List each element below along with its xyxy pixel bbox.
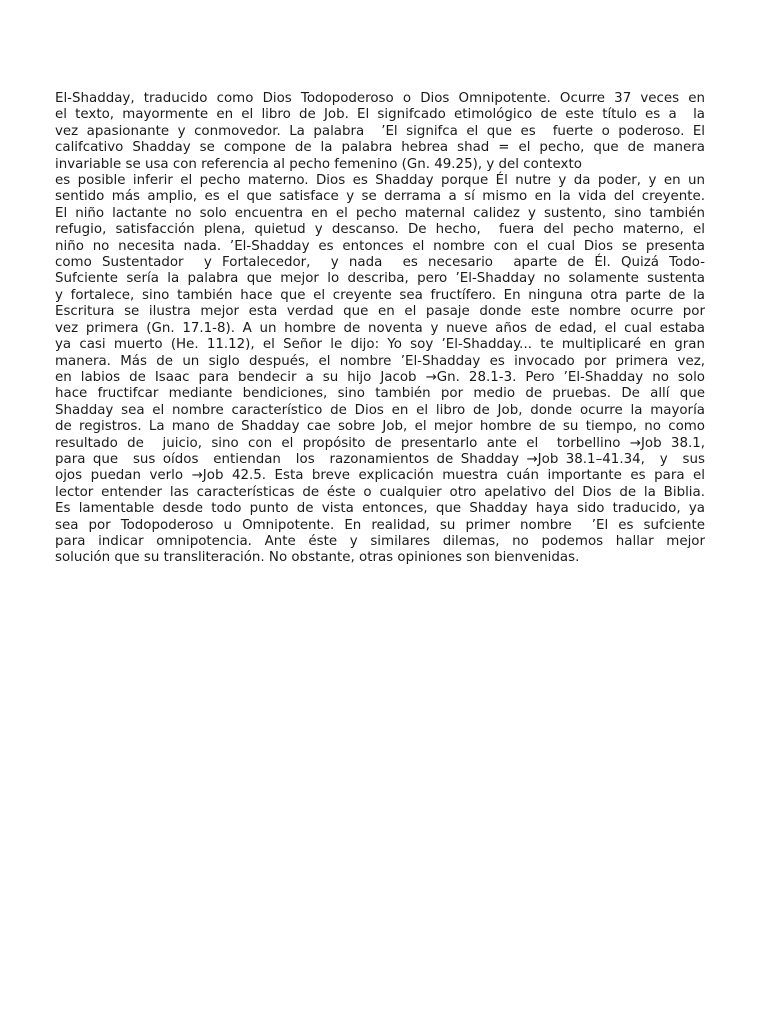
text-line: refugio, satisfacción plena, quietud y descanso. De hecho, fuera del pecho materno, el xyxy=(55,222,705,238)
text-line: niño no necesita nada. ’El-Shadday es entonces el nombre con el cual Dios se presenta xyxy=(55,238,705,254)
text-line: para que sus oídos entiendan los razonamientos de Shadday →Job 38.1–41.34, y sus xyxy=(55,451,705,467)
text-line: sentido más amplio, es el que satisface y se derrama a sí mismo en la vida del creyente. xyxy=(55,189,705,205)
text-line: vez primera (Gn. 17.1-8). A un hombre de noventa y nueve años de edad, el cual estaba xyxy=(55,320,705,336)
text-line: vez apasionante y conmovedor. La palabra ’El signifca el que es fuerte o poderoso. El xyxy=(55,123,705,139)
text-line: Es lamentable desde todo punto de vista entonces, que Shadday haya sido traducido, ya xyxy=(55,501,705,517)
text-line: resultado de juicio, sino con el propósito de presentarlo ante el torbellino →Job 38.1, xyxy=(55,435,705,451)
text-line: y fortalece, sino también hace que el creyente sea fructífero. En ninguna otra parte de la xyxy=(55,287,705,303)
text-line: El niño lactante no solo encuentra en el pecho maternal calidez y sustento, sino también xyxy=(55,205,705,221)
text-line: lector entender las características de éste o cualquier otro apelativo del Dios de la Biblia. xyxy=(55,484,705,500)
text-line: en labios de Isaac para bendecir a su hijo Jacob →Gn. 28.1-3. Pero ’El-Shadday no solo xyxy=(55,369,705,385)
text-line: sea por Todopoderoso u Omnipotente. En realidad, su primer nombre ’El es sufciente xyxy=(55,517,705,533)
text-line: ya casi muerto (He. 11.12), el Señor le dijo: Yo soy ’El-Shadday... te multiplicaré en gran xyxy=(55,337,705,353)
text-line: Shadday sea el nombre característico de Dios en el libro de Job, donde ocurre la mayoría xyxy=(55,402,705,418)
text-line: para indicar omnipotencia. Ante éste y similares dilemas, no podemos hallar mejor xyxy=(55,533,705,549)
text-line: de registros. La mano de Shadday cae sobre Job, el mejor hombre de su tiempo, no como xyxy=(55,419,705,435)
text-line: solución que su transliteración. No obstante, otras opiniones son bienvenidas. xyxy=(55,550,580,566)
text-line: ojos puedan verlo →Job 42.5. Esta breve explicación muestra cuán importante es para el xyxy=(55,468,705,484)
body-paragraph xyxy=(55,91,705,567)
text-line: el texto, mayormente en el libro de Job. El signifcado etimológico de este título es a la xyxy=(55,107,705,123)
text-line: como Sustentador y Fortalecedor, y nada es necesario aparte de Él. Quizá Todo- xyxy=(55,255,705,271)
text-line: manera. Más de un siglo después, el nombre ’El-Shadday es invocado por primera vez, xyxy=(55,353,705,369)
text-line: hace fructifcar mediante bendiciones, sino también por medio de pruebas. De allí que xyxy=(55,386,705,402)
text-line: El-Shadday, traducido como Dios Todopoderoso o Dios Omnipotente. Ocurre 37 veces en xyxy=(55,91,705,106)
text-line: califcativo Shadday se compone de la palabra hebrea shad = el pecho, que de manera xyxy=(55,140,705,156)
text-line: Escritura se ilustra mejor esta verdad que en el pasaje donde este nombre ocurre por xyxy=(55,304,705,320)
text-line: invariable se usa con referencia al pecho femenino (Gn. 49.25), y del contexto xyxy=(55,156,582,172)
text-line: es posible inferir el pecho materno. Dios es Shadday porque Él nutre y da poder, y en un xyxy=(55,173,705,189)
text-line: Sufciente sería la palabra que mejor lo describa, pero ’El-Shadday no solamente sustenta xyxy=(55,271,705,287)
